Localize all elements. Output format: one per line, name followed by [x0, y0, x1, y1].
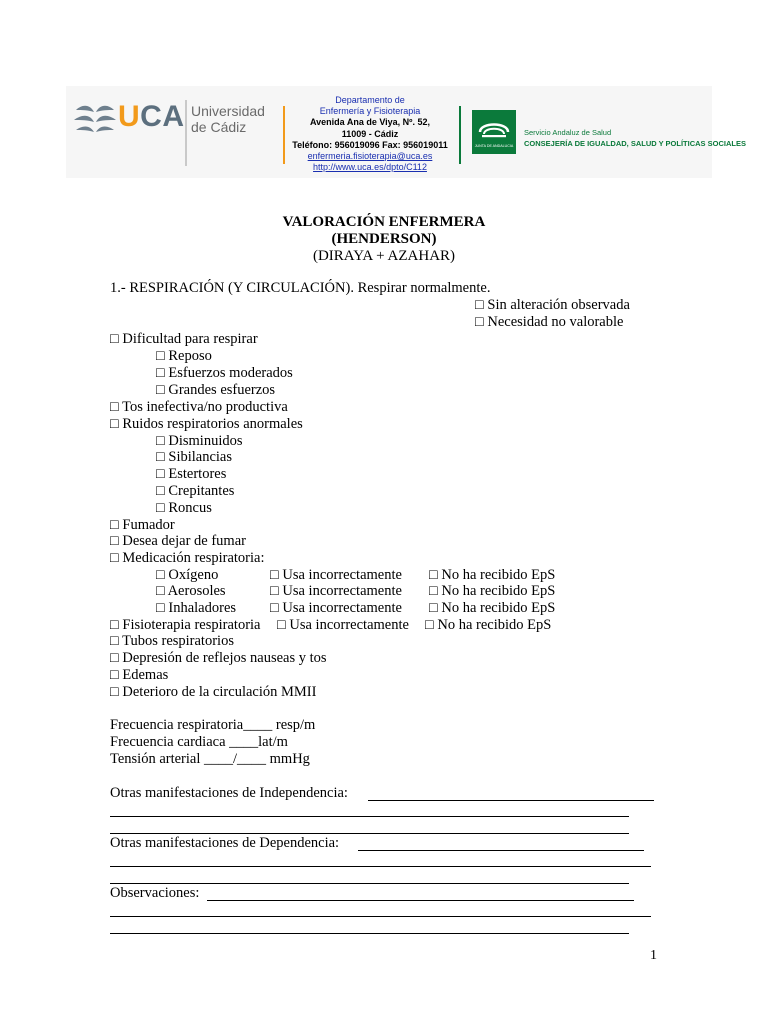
checkbox-fisioterapia[interactable]: □ Fisioterapia respiratoria — [110, 617, 261, 633]
junta-andalucia-logo — [472, 110, 516, 154]
uca-divider — [185, 100, 187, 166]
uca-wordmark — [118, 98, 185, 136]
dept-line4: 11009 - Cádiz — [341, 128, 399, 139]
department-address — [290, 95, 450, 173]
line-observaciones-2[interactable] — [110, 916, 651, 917]
checkbox-inhaladores-no-eps[interactable]: □ No ha recibido EpS — [429, 600, 556, 616]
line-independencia-1[interactable] — [368, 800, 654, 801]
dept-line2: Enfermería y Fisioterapia — [319, 106, 421, 117]
checkbox-desea-dejar[interactable]: □ Desea dejar de fumar — [110, 533, 246, 549]
line-independencia-3[interactable] — [110, 833, 629, 834]
checkbox-oxigeno-no-eps[interactable]: □ No ha recibido EpS — [429, 567, 556, 583]
university-line1: Universidad — [191, 103, 265, 119]
line-dependencia-1[interactable] — [358, 850, 644, 851]
line-dependencia-3[interactable] — [110, 883, 629, 884]
title-line3: (DIRAYA + AZAHAR) — [312, 248, 456, 264]
junta-small-text: JUNTA DE ANDALUCIA — [474, 144, 514, 148]
junta-emblem-icon — [472, 110, 516, 154]
sas-line1: Servicio Andaluz de Salud — [524, 128, 612, 137]
field-frecuencia-cardiaca[interactable]: Frecuencia cardiaca ____lat/m — [110, 734, 288, 750]
checkbox-roncus[interactable]: □ Roncus — [156, 500, 212, 516]
checkbox-inhaladores-usa-incorrectamente[interactable]: □ Usa incorrectamente — [270, 600, 402, 616]
page-number: 1 — [650, 948, 657, 963]
checkbox-dificultad-respirar[interactable]: □ Dificultad para respirar — [110, 331, 258, 347]
checkbox-grandes-esfuerzos[interactable]: □ Grandes esfuerzos — [156, 382, 276, 398]
checkbox-aerosoles-no-eps[interactable]: □ No ha recibido EpS — [429, 583, 556, 599]
checkbox-medicacion[interactable]: □ Medicación respiratoria: — [110, 550, 265, 566]
label-observaciones: Observaciones: — [110, 885, 200, 901]
label-dependencia: Otras manifestaciones de Dependencia: — [110, 835, 340, 851]
checkbox-sibilancias[interactable]: □ Sibilancias — [156, 449, 233, 465]
checkbox-tos[interactable]: □ Tos inefectiva/no productiva — [110, 399, 288, 415]
sas-line2: CONSEJERÍA DE IGUALDAD, SALUD Y POLÍTICAS SOCIALES — [524, 139, 746, 148]
uca-logo-mark — [72, 98, 118, 138]
checkbox-ruidos[interactable]: □ Ruidos respiratorios anormales — [110, 416, 303, 432]
checkbox-inhaladores[interactable]: □ Inhaladores — [156, 600, 237, 616]
checkbox-disminuidos[interactable]: □ Disminuidos — [156, 433, 243, 449]
checkbox-edemas[interactable]: □ Edemas — [110, 667, 169, 683]
uca-ca: CA — [140, 100, 185, 133]
dept-email-link[interactable]: enfermeria.fisioterapia@uca.es — [307, 151, 433, 162]
checkbox-deterioro[interactable]: □ Deterioro de la circulación MMII — [110, 684, 317, 700]
checkbox-tubos[interactable]: □ Tubos respiratorios — [110, 633, 234, 649]
field-frecuencia-respiratoria[interactable]: Frecuencia respiratoria____ resp/m — [110, 717, 316, 733]
line-observaciones-1[interactable] — [207, 900, 634, 901]
checkbox-crepitantes[interactable]: □ Crepitantes — [156, 483, 235, 499]
checkbox-fisioterapia-no-eps[interactable]: □ No ha recibido EpS — [425, 617, 552, 633]
field-tension-arterial[interactable]: Tensión arterial ____/____ mmHg — [110, 751, 310, 767]
section-heading: 1.- RESPIRACIÓN (Y CIRCULACIÓN). Respirar normalmente. — [110, 280, 491, 296]
line-observaciones-3[interactable] — [110, 933, 629, 934]
green-divider — [459, 106, 461, 164]
university-line2: de Cádiz — [191, 119, 247, 135]
dept-line5: Teléfono: 956019096 Fax: 956019011 — [292, 139, 448, 150]
checkbox-aerosoles[interactable]: □ Aerosoles — [156, 583, 226, 599]
checkbox-sin-alteracion[interactable]: □ Sin alteración observada — [475, 297, 630, 313]
checkbox-esfuerzos-moderados[interactable]: □ Esfuerzos moderados — [156, 365, 293, 381]
dept-url-link[interactable]: http://www.uca.es/dpto/C112 — [313, 162, 427, 173]
checkbox-reposo[interactable]: □ Reposo — [156, 348, 212, 364]
dept-line1: Departamento de — [335, 95, 405, 105]
sas-text — [524, 127, 746, 149]
line-independencia-2[interactable] — [110, 816, 629, 817]
checkbox-estertores[interactable]: □ Estertores — [156, 466, 227, 482]
dept-line3: Avenida Ana de Viya, Nº. 52, — [309, 117, 430, 128]
checkbox-oxigeno-usa-incorrectamente[interactable]: □ Usa incorrectamente — [270, 567, 402, 583]
uca-u: U — [118, 100, 141, 133]
orange-divider — [283, 106, 285, 164]
checkbox-no-valorable[interactable]: □ Necesidad no valorable — [475, 314, 624, 330]
checkbox-fumador[interactable]: □ Fumador — [110, 517, 175, 533]
checkbox-oxigeno[interactable]: □ Oxígeno — [156, 567, 219, 583]
line-dependencia-2[interactable] — [110, 866, 651, 867]
title-line2: (HENDERSON) — [331, 231, 437, 247]
title-line1: VALORACIÓN ENFERMERA — [282, 214, 486, 230]
checkbox-fisioterapia-usa-incorrectamente[interactable]: □ Usa incorrectamente — [277, 617, 409, 633]
checkbox-depresion[interactable]: □ Depresión de reflejos nauseas y tos — [110, 650, 327, 666]
label-independencia: Otras manifestaciones de Independencia: — [110, 785, 348, 801]
checkbox-aerosoles-usa-incorrectamente[interactable]: □ Usa incorrectamente — [270, 583, 402, 599]
university-name — [191, 103, 265, 135]
